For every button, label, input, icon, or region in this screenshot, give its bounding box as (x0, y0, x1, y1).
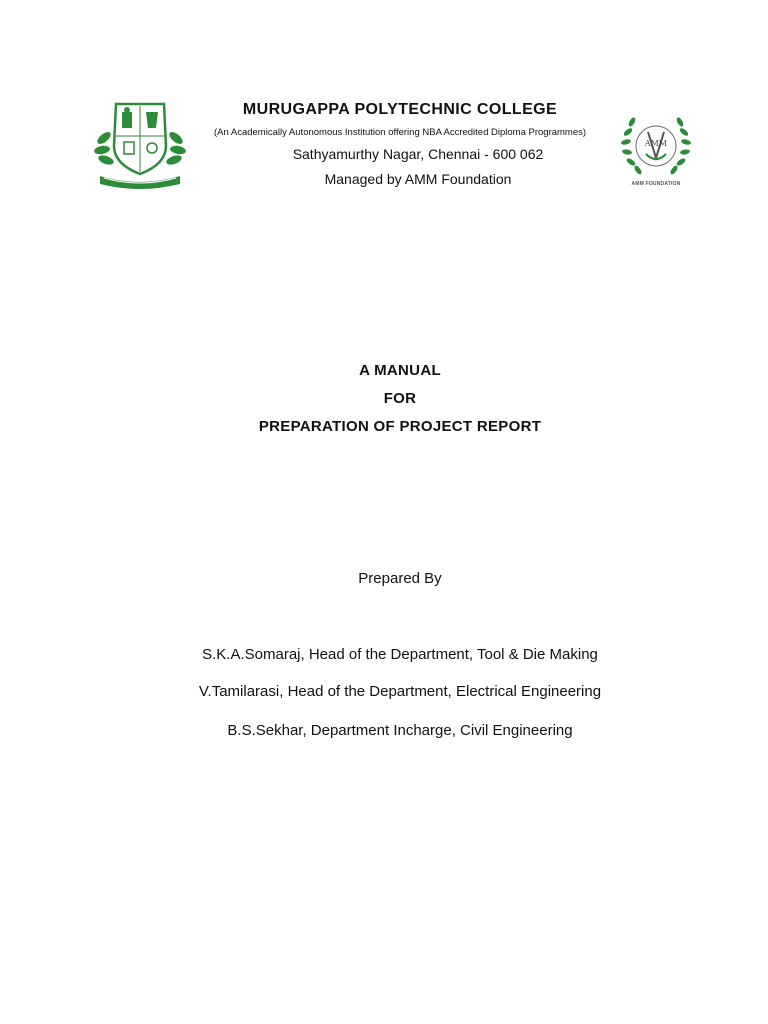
author-entry: S.K.A.Somaraj, Head of the Department, Tool & Die Making (202, 646, 598, 663)
college-subtitle: (An Academically Autonomous Institution offering NBA Accredited Diploma Programmes) (213, 127, 587, 138)
college-address: Sathyamurthy Nagar, Chennai - 600 062 (292, 146, 544, 162)
title-line-2: FOR (383, 390, 417, 407)
college-crest-icon (94, 98, 186, 190)
svg-text:AMM: AMM (644, 139, 668, 148)
amm-foundation-wreath-icon (620, 106, 692, 192)
prepared-by-label: Prepared By (358, 570, 442, 587)
author-entry: V.Tamilarasi, Head of the Department, Electrical Engineering (198, 683, 602, 700)
author-entry: B.S.Sekhar, Department Incharge, Civil Engineering (227, 722, 573, 739)
managed-by: Managed by AMM Foundation (324, 171, 512, 187)
title-line-3: PREPARATION OF PROJECT REPORT (258, 418, 542, 435)
title-line-1: A MANUAL (359, 362, 441, 379)
amm-foundation-caption: AMM FOUNDATION (631, 181, 681, 187)
college-name: MURUGAPPA POLYTECHNIC COLLEGE (242, 101, 558, 118)
